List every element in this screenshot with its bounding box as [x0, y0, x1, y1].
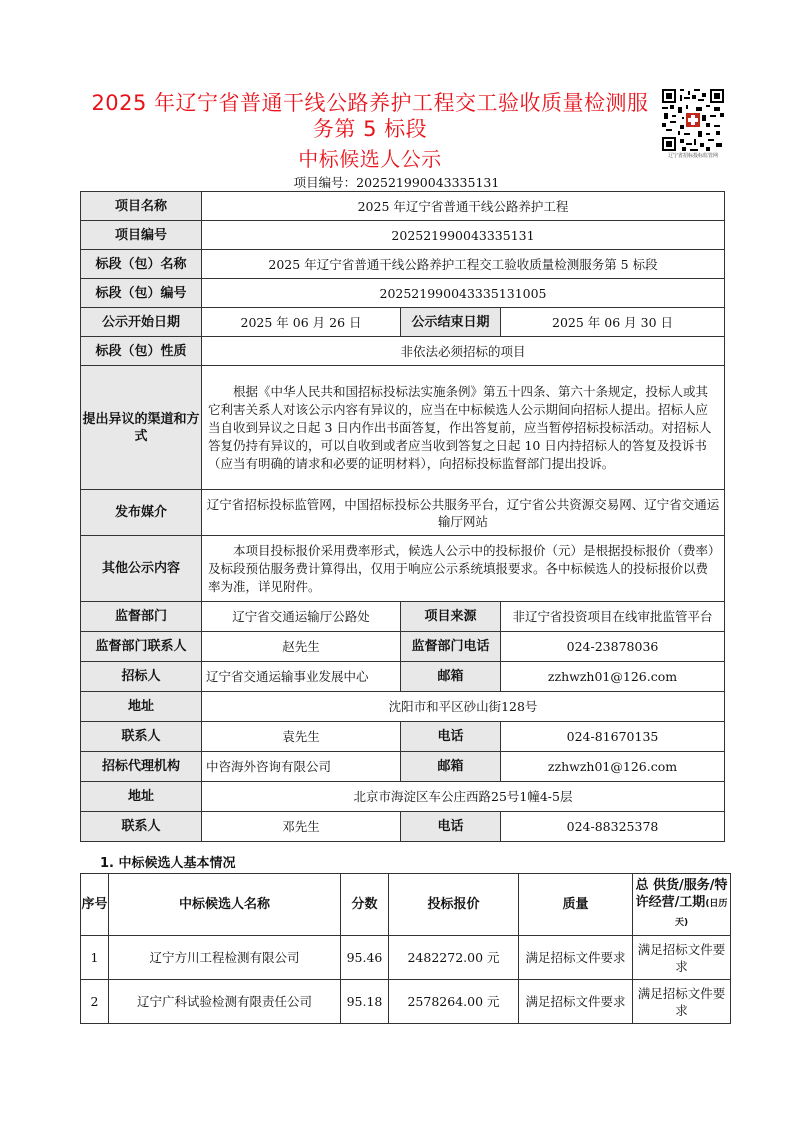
agent-contact-value: 邓先生	[202, 812, 401, 842]
tenderer-label: 招标人	[81, 662, 202, 692]
document-title-line-2: 务第 5 标段	[312, 117, 428, 141]
cell-period: 满足招标文件要求	[633, 936, 731, 980]
agent-email-value: zzhwzh01@126.com	[501, 752, 725, 782]
document-title-line-1: 2025 年辽宁省普通干线公路养护工程交工验收质量检测服	[91, 91, 649, 115]
tenderer-value: 辽宁省交通运输事业发展中心	[202, 662, 401, 692]
tenderer-phone-value: 024-81670135	[501, 722, 725, 752]
objection-channel-label: 提出异议的渠道和方式	[81, 366, 202, 490]
table-row	[81, 980, 731, 1024]
table-row	[81, 692, 725, 722]
supervisor-value: 辽宁省交通运输厅公路处	[202, 602, 401, 632]
cell-no: 2	[81, 980, 109, 1024]
supervisor-contact-value: 赵先生	[202, 632, 401, 662]
tenderer-address-label: 地址	[81, 692, 202, 722]
other-content-text: 本项目投标报价采用费率形式，候选人公示中的投标报价（元）是根据投标报价（费率）及标段预估服务费计算得出，仅用于响应公示系统填报要求。各中标候选人的投标报价以费率为准，详见附件。	[202, 536, 725, 602]
qr-caption: 辽宁省招标投标监管网	[667, 153, 718, 159]
project-info-table	[80, 191, 725, 842]
cell-no: 1	[81, 936, 109, 980]
cell-quality: 满足招标文件要求	[519, 936, 633, 980]
cell-price: 2482272.00 元	[389, 936, 519, 980]
publicity-start-value: 2025 年 06 月 26 日	[202, 308, 401, 337]
lot-code-label: 标段（包）编号	[81, 279, 202, 308]
project-number-line	[0, 173, 793, 191]
candidates-table	[80, 873, 731, 1024]
project-source-label: 项目来源	[401, 602, 501, 632]
tenderer-phone-label: 电话	[401, 722, 501, 752]
agent-phone-value: 024-88325378	[501, 812, 725, 842]
table-header-row	[81, 874, 731, 936]
agent-value: 中咨海外咨询有限公司	[202, 752, 401, 782]
project-number-value: 202521990043335131	[356, 175, 500, 190]
table-row	[81, 366, 725, 490]
col-header-name: 中标候选人名称	[109, 874, 341, 936]
project-name-label: 项目名称	[81, 192, 202, 221]
project-code-value: 202521990043335131	[202, 221, 725, 250]
supervisor-phone-label: 监督部门电话	[401, 632, 501, 662]
col-header-score: 分数	[341, 874, 389, 936]
cell-score: 95.46	[341, 936, 389, 980]
table-row	[81, 221, 725, 250]
project-code-label: 项目编号	[81, 221, 202, 250]
tenderer-address-value: 沈阳市和平区砂山街128号	[202, 692, 725, 722]
lot-name-label: 标段（包）名称	[81, 250, 202, 279]
project-name-value: 2025 年辽宁省普通干线公路养护工程	[202, 192, 725, 221]
table-row	[81, 752, 725, 782]
agent-email-label: 邮箱	[401, 752, 501, 782]
table-row	[81, 308, 725, 337]
col-header-quality: 质量	[519, 874, 633, 936]
cell-price: 2578264.00 元	[389, 980, 519, 1024]
document-subtitle: 中标候选人公示	[298, 147, 442, 171]
publicity-end-label: 公示结束日期	[401, 308, 501, 337]
agent-label: 招标代理机构	[81, 752, 202, 782]
agent-contact-label: 联系人	[81, 812, 202, 842]
cell-quality: 满足招标文件要求	[519, 980, 633, 1024]
col-header-price: 投标报价	[389, 874, 519, 936]
project-source-value: 非辽宁省投资项目在线审批监管平台	[501, 602, 725, 632]
tenderer-email-value: zzhwzh01@126.com	[501, 662, 725, 692]
tenderer-email-label: 邮箱	[401, 662, 501, 692]
publicity-end-value: 2025 年 06 月 30 日	[501, 308, 725, 337]
table-row	[81, 936, 731, 980]
col-header-period-main: 总 供货/服务/特许经营/工期	[635, 878, 728, 910]
table-row	[81, 812, 725, 842]
agent-phone-label: 电话	[401, 812, 501, 842]
agent-address-label: 地址	[81, 782, 202, 812]
tenderer-contact-label: 联系人	[81, 722, 202, 752]
media-value: 辽宁省招标投标监管网，中国招标投标公共服务平台，辽宁省公共资源交易网、辽宁省交通运输厅网站	[202, 490, 725, 536]
table-row	[81, 662, 725, 692]
qr-code	[662, 88, 724, 160]
table-row	[81, 782, 725, 812]
table-row	[81, 536, 725, 602]
cell-score: 95.18	[341, 980, 389, 1024]
agent-address-value: 北京市海淀区车公庄西路25号1幢4-5层	[202, 782, 725, 812]
table-row	[81, 602, 725, 632]
table-row	[81, 337, 725, 366]
candidates-section-heading: 1. 中标候选人基本情况	[100, 856, 236, 871]
table-row	[81, 722, 725, 752]
col-header-period	[633, 874, 731, 936]
table-row	[81, 632, 725, 662]
table-row	[81, 250, 725, 279]
project-number-label: 项目编号：	[293, 175, 357, 190]
lot-name-value: 2025 年辽宁省普通干线公路养护工程交工验收质量检测服务第 5 标段	[202, 250, 725, 279]
cell-name: 辽宁方川工程检测有限公司	[109, 936, 341, 980]
supervisor-contact-label: 监督部门联系人	[81, 632, 202, 662]
tenderer-contact-value: 袁先生	[202, 722, 401, 752]
table-row	[81, 490, 725, 536]
publicity-start-label: 公示开始日期	[81, 308, 202, 337]
qr-code-icon	[662, 88, 724, 152]
cell-name: 辽宁广科试验检测有限责任公司	[109, 980, 341, 1024]
lot-nature-label: 标段（包）性质	[81, 337, 202, 366]
other-content-label: 其他公示内容	[81, 536, 202, 602]
col-header-period-unit: (日历天)	[674, 899, 728, 928]
lot-nature-value: 非依法必须招标的项目	[202, 337, 725, 366]
supervisor-phone-value: 024-23878036	[501, 632, 725, 662]
table-row	[81, 279, 725, 308]
supervisor-label: 监督部门	[81, 602, 202, 632]
col-header-no: 序号	[81, 874, 109, 936]
objection-channel-text: 根据《中华人民共和国招标投标法实施条例》第五十四条、第六十条规定，投标人或其它利害关系人对该公示内容有异议的，应当在中标候选人公示期间向招标人提出。招标人应当自收到异议之日起 3 日内作出书面答复，作出答复前，应当暂停招标投标活动。对招标人答复仍持有异议的，可以自收到或者应当收到答复之日起 10 日内持招标人的答复及投诉书（应当有明确的请求和必要的证明材料），向招标投标监督部门提出投诉。	[202, 366, 725, 490]
lot-code-value: 202521990043335131005	[202, 279, 725, 308]
media-label: 发布媒介	[81, 490, 202, 536]
cell-period: 满足招标文件要求	[633, 980, 731, 1024]
table-row	[81, 192, 725, 221]
